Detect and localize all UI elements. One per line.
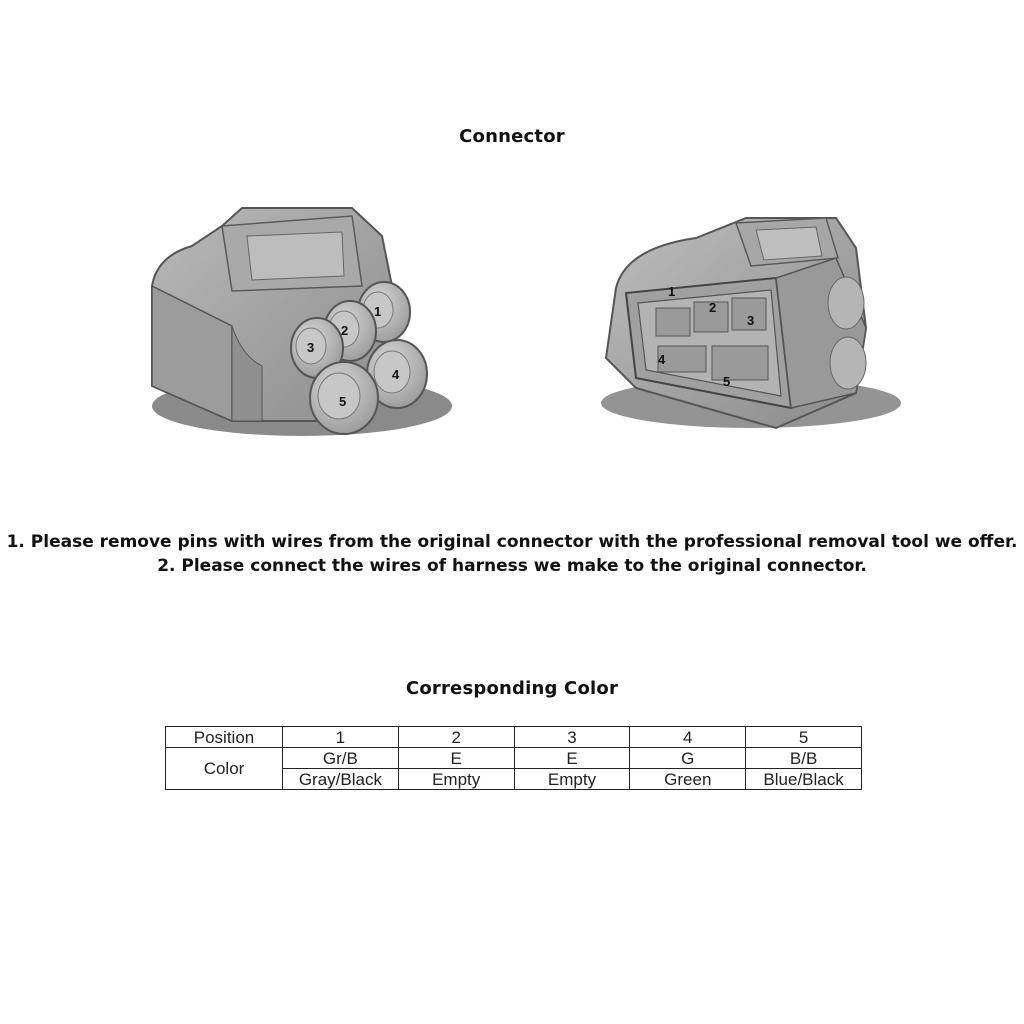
color-title: Corresponding Color bbox=[405, 678, 619, 699]
front-pin-label-2: 2 bbox=[709, 300, 717, 315]
color-name-cell: Blue/Black bbox=[746, 769, 862, 790]
color-code-cell: B/B bbox=[746, 748, 862, 769]
instruction-1: 1. Please remove pins with wires from the original connector with the professional removal tool we offer. bbox=[6, 532, 1018, 552]
position-cell: 4 bbox=[630, 727, 746, 748]
position-cell: 5 bbox=[746, 727, 862, 748]
front-pin-label-3: 3 bbox=[747, 313, 755, 328]
color-name-cell: Gray/Black bbox=[283, 769, 399, 790]
color-code-cell: Gr/B bbox=[283, 748, 399, 769]
front-pin-label-1: 1 bbox=[668, 284, 676, 299]
position-cell: 1 bbox=[283, 727, 399, 748]
position-header: Position bbox=[166, 727, 283, 748]
pin-label-2: 2 bbox=[341, 323, 349, 338]
front-pin-label-5: 5 bbox=[723, 374, 731, 389]
color-table bbox=[165, 726, 862, 790]
color-header: Color bbox=[166, 748, 283, 790]
connector-front-view-image bbox=[576, 178, 916, 448]
pin-label-1: 1 bbox=[374, 304, 382, 319]
front-pin-label-4: 4 bbox=[658, 352, 666, 367]
connector-rear-view-image bbox=[112, 196, 462, 466]
wire-seal-5 bbox=[310, 362, 378, 434]
table-row bbox=[166, 748, 862, 769]
pin-label-3: 3 bbox=[307, 340, 315, 355]
pin-label-4: 4 bbox=[392, 367, 400, 382]
color-code-cell: E bbox=[514, 748, 630, 769]
connector-title: Connector bbox=[459, 126, 565, 147]
color-code-cell: E bbox=[398, 748, 514, 769]
pin-label-5: 5 bbox=[339, 394, 347, 409]
position-cell: 2 bbox=[398, 727, 514, 748]
position-cell: 3 bbox=[514, 727, 630, 748]
instruction-2: 2. Please connect the wires of harness we make to the original connector. bbox=[157, 556, 867, 576]
color-name-cell: Empty bbox=[514, 769, 630, 790]
table-row bbox=[166, 727, 862, 748]
color-name-cell: Green bbox=[630, 769, 746, 790]
color-name-cell: Empty bbox=[398, 769, 514, 790]
color-code-cell: G bbox=[630, 748, 746, 769]
instructions bbox=[0, 530, 1024, 578]
